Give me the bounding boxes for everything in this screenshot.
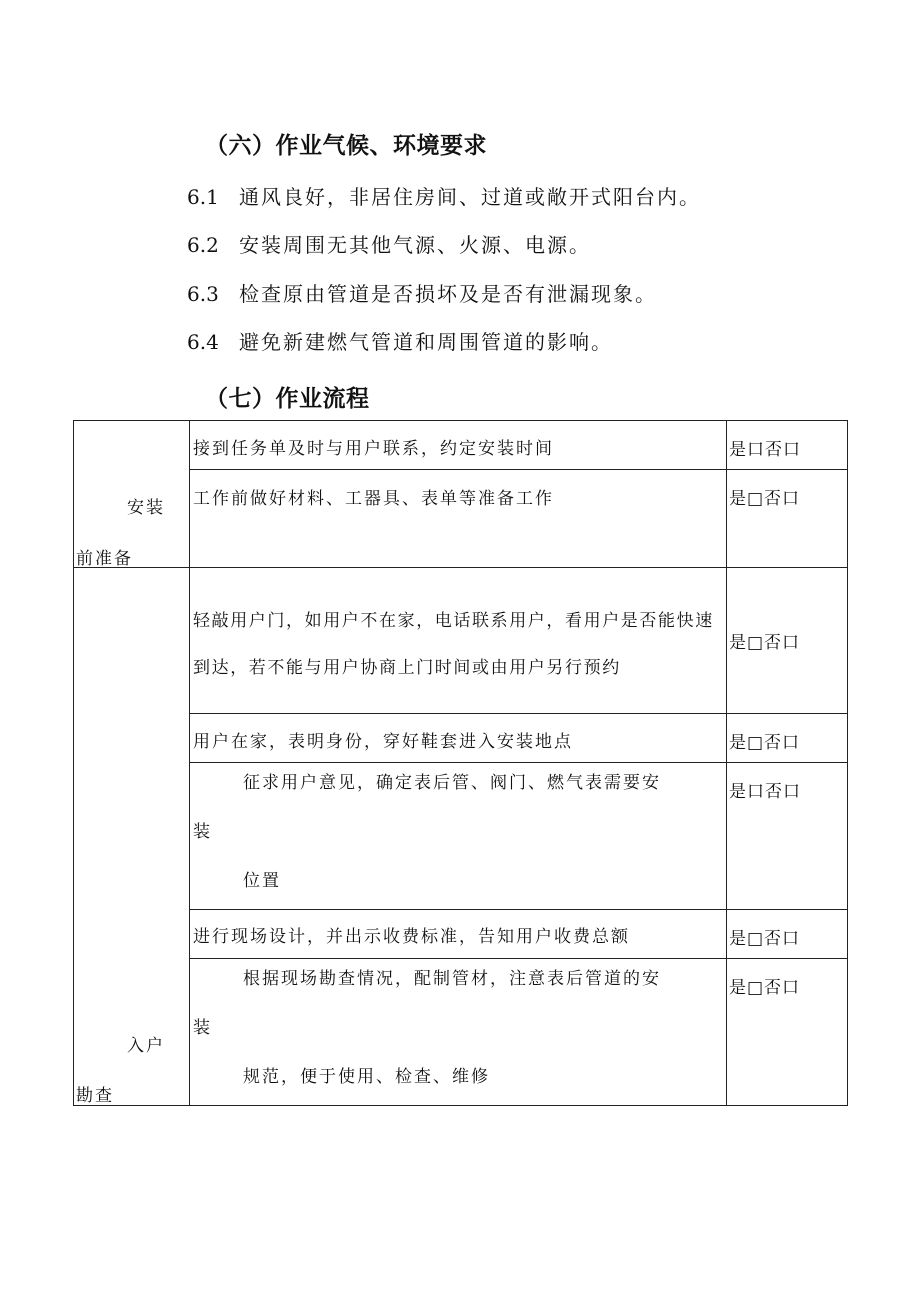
step-text-line3: 位置 [243,871,281,892]
table-row [74,421,848,470]
step-cell [190,714,727,763]
list-item-6-2 [187,229,591,258]
step-cell [190,909,727,958]
category-cell-site-survey [74,568,190,1106]
step-text: 工作前做好材料、工器具、表单等准备工作 [193,489,554,510]
table-row [74,714,848,763]
yes-no-checkbox[interactable]: 是□否口 [729,633,801,653]
item-text: 通风良好，非居住房间、过道或敞开式阳台内。 [239,185,701,209]
step-cell [190,470,727,568]
category-label-line2: 前准备 [76,549,133,569]
list-item-6-4 [187,326,613,355]
step-text: 用户在家，表明身份，穿好鞋套进入安装地点 [193,732,573,753]
step-cell [190,568,727,714]
check-cell[interactable] [727,421,848,470]
category-label-line1: 安装 [127,498,165,518]
list-item-6-1 [187,181,701,210]
yes-no-checkbox[interactable]: 是口否口 [729,440,801,460]
check-cell[interactable] [727,958,848,1105]
table-row [74,763,848,909]
check-cell[interactable] [727,763,848,909]
step-text-line2: 装 [193,822,212,843]
category-cell-install-prep [74,421,190,568]
table-row [74,958,848,1105]
check-cell[interactable] [727,714,848,763]
step-text-line1: 征求用户意见，确定表后管、阀门、燃气表需要安 [243,773,661,794]
item-number: 6.4 [187,330,219,354]
list-item-6-3 [187,278,657,307]
step-cell [190,958,727,1105]
step-text: 接到任务单及时与用户联系，约定安装时间 [193,439,554,459]
category-label-line1: 入户 [127,1036,165,1056]
step-text-line1: 根据现场勘查情况，配制管材，注意表后管道的安 [243,968,661,989]
check-cell[interactable] [727,568,848,714]
step-text: 进行现场设计，并出示收费标准，告知用户收费总额 [193,926,630,947]
step-text-line3: 规范，便于使用、检查、维修 [243,1066,490,1087]
yes-no-checkbox[interactable]: 是口否口 [729,782,801,803]
item-text: 检查原由管道是否损坏及是否有泄漏现象。 [239,282,657,306]
workflow-table [73,420,848,1106]
section-6-title: （六）作业气候、环境要求 [205,133,487,159]
item-number: 6.1 [187,185,219,209]
item-number: 6.2 [187,233,219,257]
step-cell [190,421,727,470]
yes-no-checkbox[interactable]: 是□否口 [729,928,801,949]
check-cell[interactable] [727,909,848,958]
yes-no-checkbox[interactable]: 是□否口 [729,489,801,510]
table-row [74,909,848,958]
table-row [74,568,848,714]
category-label-line2: 勘查 [76,1086,114,1106]
yes-no-checkbox[interactable]: 是□否口 [729,977,801,998]
step-text: 轻敲用户门，如用户不在家，电话联系用户，看用户是否能快速到达，若不能与用户协商上门时间或由用户另行预约 [193,611,714,678]
section-7-title: （七）作业流程 [205,386,370,412]
step-text-line2: 装 [193,1017,212,1038]
table-row [74,470,848,568]
step-cell [190,763,727,909]
item-text: 避免新建燃气管道和周围管道的影响。 [239,330,613,354]
item-text: 安装周围无其他气源、火源、电源。 [239,233,591,257]
yes-no-checkbox[interactable]: 是□否口 [729,733,801,754]
item-number: 6.3 [187,282,219,306]
check-cell[interactable] [727,470,848,568]
